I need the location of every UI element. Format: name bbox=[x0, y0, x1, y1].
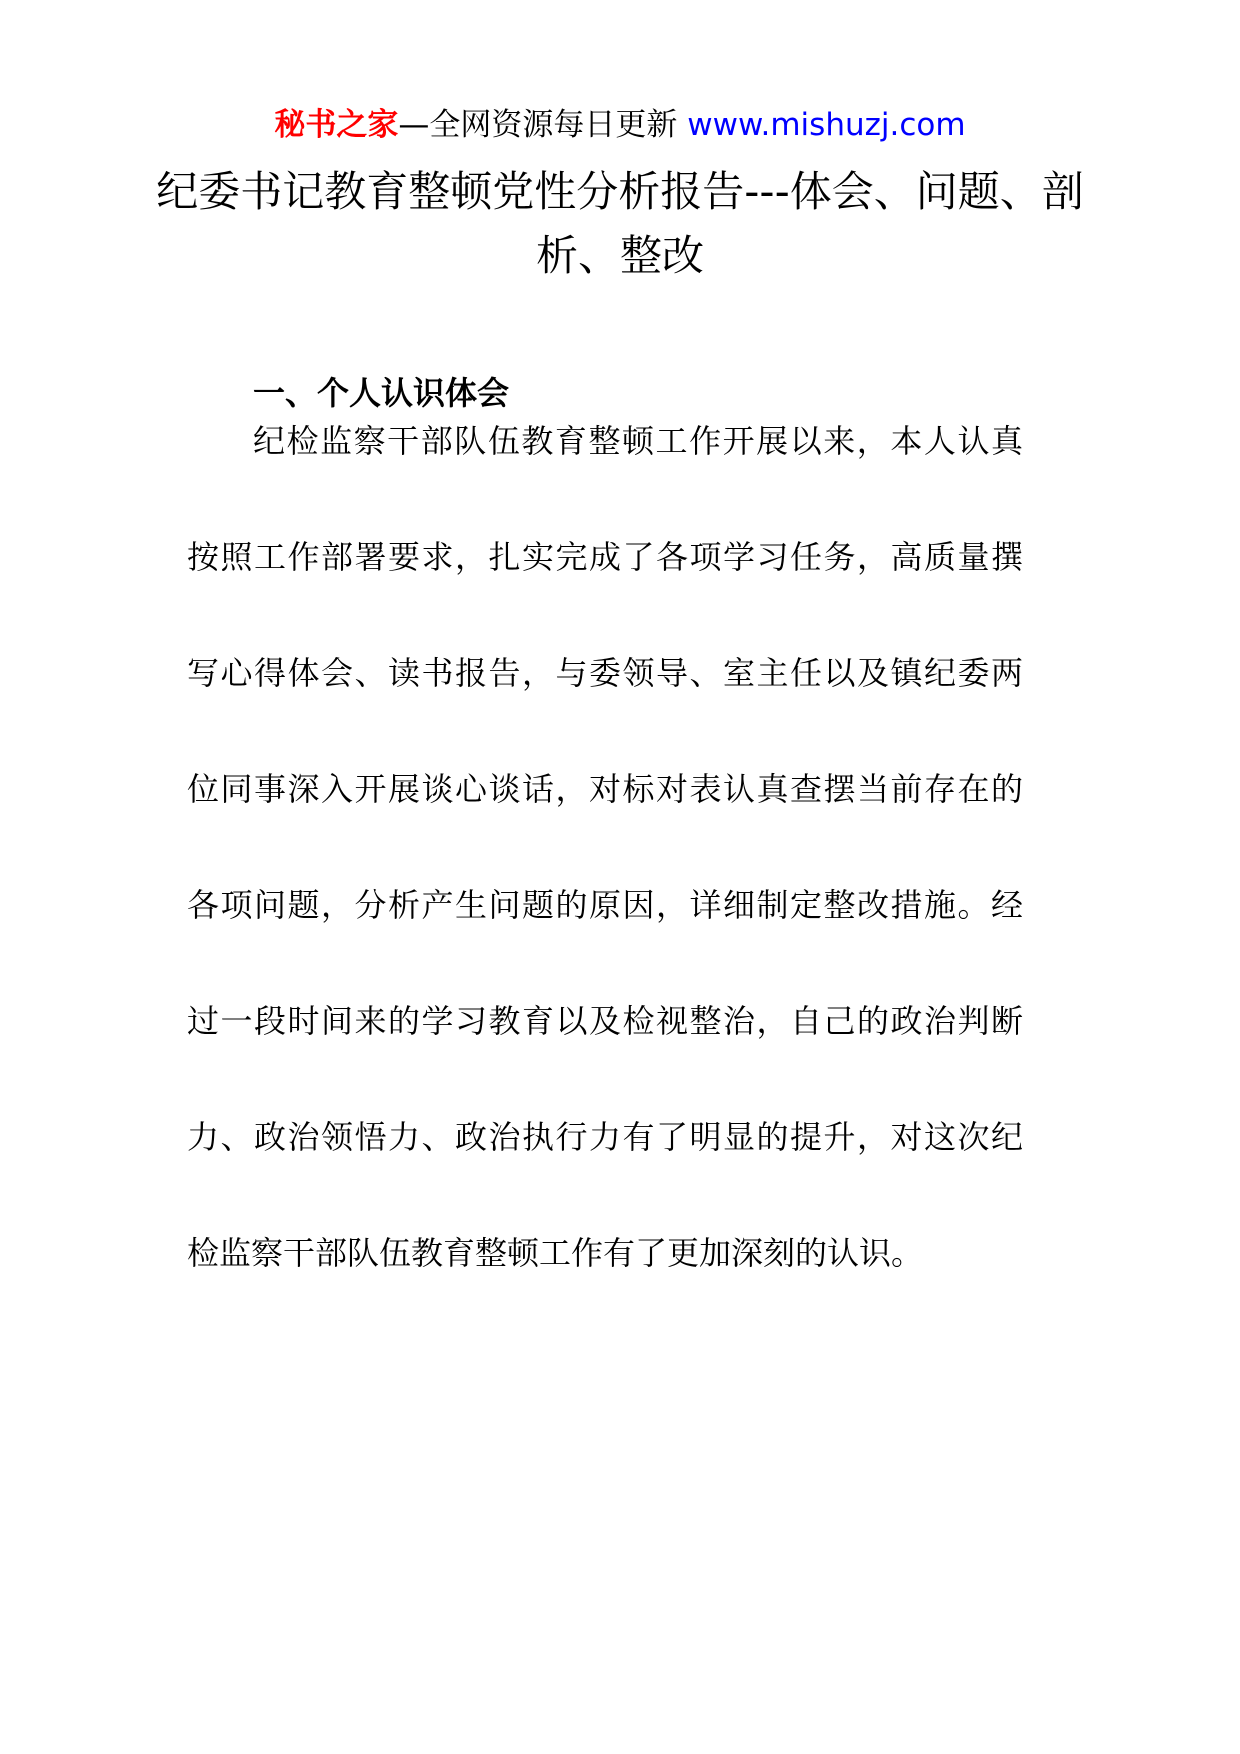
paragraph-line: 位同事深入开展谈心谈话，对标对表认真查摆当前存在的 bbox=[187, 770, 1023, 808]
paragraph-line: 写心得体会、读书报告，与委领导、室主任以及镇纪委两 bbox=[187, 654, 1023, 692]
paragraph-line: 检监察干部队伍教育整顿工作有了更加深刻的认识。 bbox=[187, 1234, 924, 1272]
section-heading: 一、个人认识体会 bbox=[253, 374, 510, 412]
document-title: 纪委书记教育整顿党性分析报告---体会、问题、剖析、整改 bbox=[156, 167, 1084, 280]
paragraph-line: 过一段时间来的学习教育以及检视整治，自己的政治判断 bbox=[187, 1002, 1023, 1040]
site-brand: 秘书之家 bbox=[274, 107, 399, 143]
paragraph-line: 纪检监察干部队伍教育整顿工作开展以来，本人认真 bbox=[253, 422, 1023, 460]
paragraph-line: 力、政治领悟力、政治执行力有了明显的提升，对这次纪 bbox=[187, 1118, 1023, 1156]
site-header bbox=[0, 101, 1240, 149]
site-tagline: —全网资源每日更新 bbox=[398, 107, 688, 143]
site-url-link[interactable]: www.mishuzj.com bbox=[687, 107, 966, 143]
paragraph-line: 按照工作部署要求，扎实完成了各项学习任务，高质量撰 bbox=[187, 538, 1023, 576]
paragraph-line: 各项问题，分析产生问题的原因，详细制定整改措施。经 bbox=[187, 886, 1023, 924]
